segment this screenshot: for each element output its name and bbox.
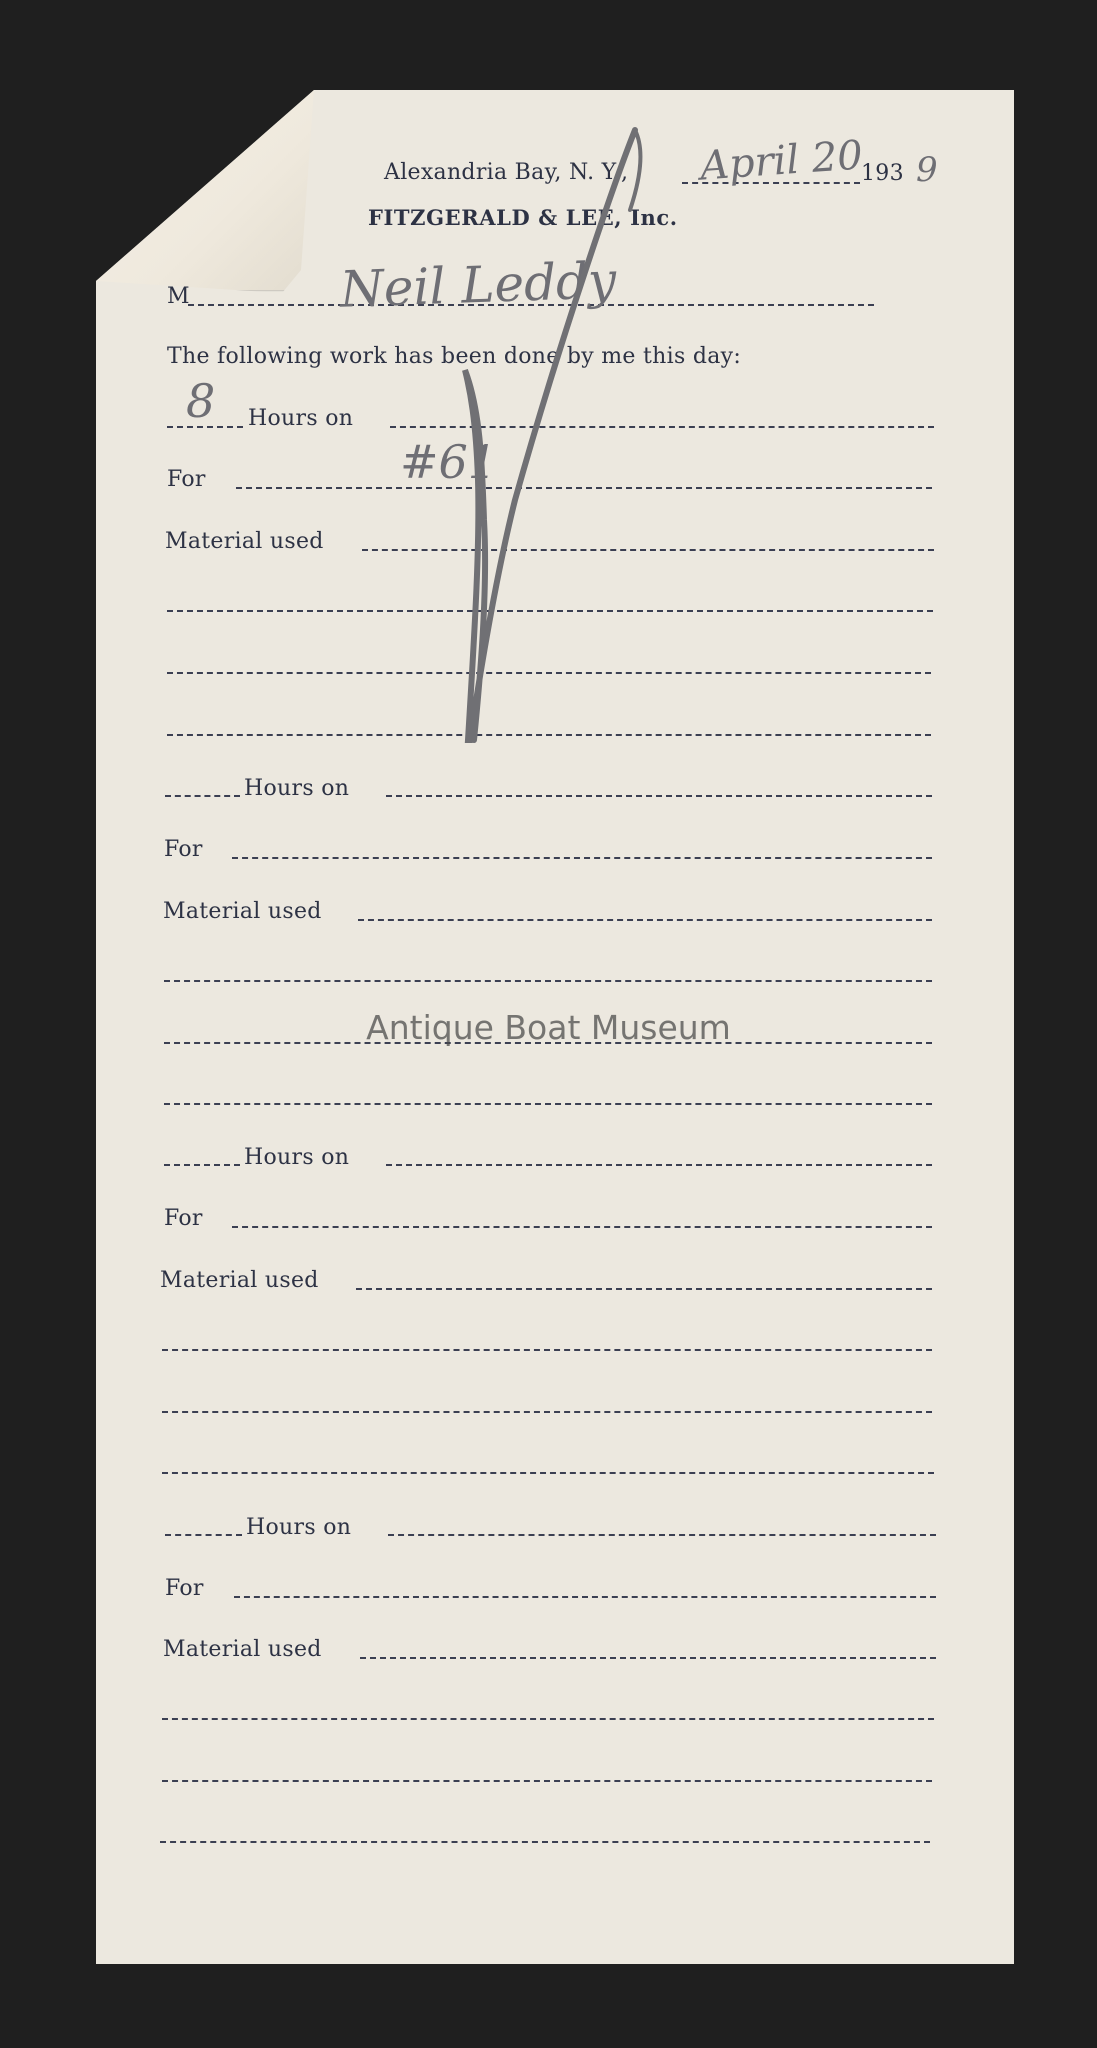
handwritten-date: April 20: [698, 132, 865, 190]
material-label-1: Material used: [165, 529, 324, 554]
intro-text: The following work has been done by me this day:: [167, 344, 742, 369]
handwritten-year-digit: 9: [916, 150, 938, 190]
for-line-3: [232, 1226, 932, 1228]
for-label-2: For: [164, 837, 203, 862]
extra-line-4a: [162, 1718, 934, 1720]
for-line-1: [236, 487, 932, 489]
hours-line-1: [390, 426, 934, 428]
material-label-2: Material used: [163, 899, 322, 924]
extra-line-1b: [167, 672, 931, 674]
material-label-3: Material used: [160, 1268, 319, 1293]
company-name: FITZGERALD & LEE, Inc.: [368, 205, 678, 230]
handwritten-name: Neil Leddy: [339, 251, 618, 319]
hours-label-1: Hours on: [248, 406, 354, 431]
for-line-4: [234, 1596, 936, 1598]
material-line-4: [360, 1657, 936, 1659]
museum-watermark: Antique Boat Museum: [366, 1008, 731, 1047]
hours-line-4: [388, 1534, 936, 1536]
material-line-3: [356, 1288, 932, 1290]
material-label-4: Material used: [163, 1637, 322, 1662]
for-label-3: For: [164, 1206, 203, 1231]
hours-label-3: Hours on: [244, 1145, 350, 1170]
hours-line-2: [386, 795, 932, 797]
extra-line-2a: [164, 980, 932, 982]
m-label: M: [167, 284, 190, 309]
extra-line-1a: [167, 610, 933, 612]
folded-corner: [96, 90, 316, 290]
hours-label-4: Hours on: [246, 1515, 352, 1540]
extra-line-3c: [162, 1472, 934, 1474]
for-label-4: For: [165, 1576, 204, 1601]
extra-line-1c: [167, 734, 931, 736]
place-label: Alexandria Bay, N. Y.,: [384, 160, 629, 185]
hours-blank-2: [165, 795, 240, 797]
handwritten-for: #61: [400, 435, 498, 489]
hours-label-2: Hours on: [244, 776, 350, 801]
material-line-2: [358, 919, 932, 921]
year-prefix: 193: [861, 161, 904, 186]
hours-blank-4: [165, 1534, 242, 1536]
for-line-2: [232, 857, 932, 859]
handwritten-hours: 8: [186, 374, 216, 428]
hours-line-3: [386, 1164, 932, 1166]
extra-line-2c: [164, 1103, 932, 1105]
hours-blank-3: [164, 1164, 240, 1166]
extra-line-3a: [162, 1349, 932, 1351]
for-label-1: For: [167, 467, 206, 492]
extra-line-3b: [162, 1411, 932, 1413]
extra-line-4c: [160, 1841, 930, 1843]
extra-line-4b: [162, 1780, 932, 1782]
material-line-1: [362, 549, 934, 551]
